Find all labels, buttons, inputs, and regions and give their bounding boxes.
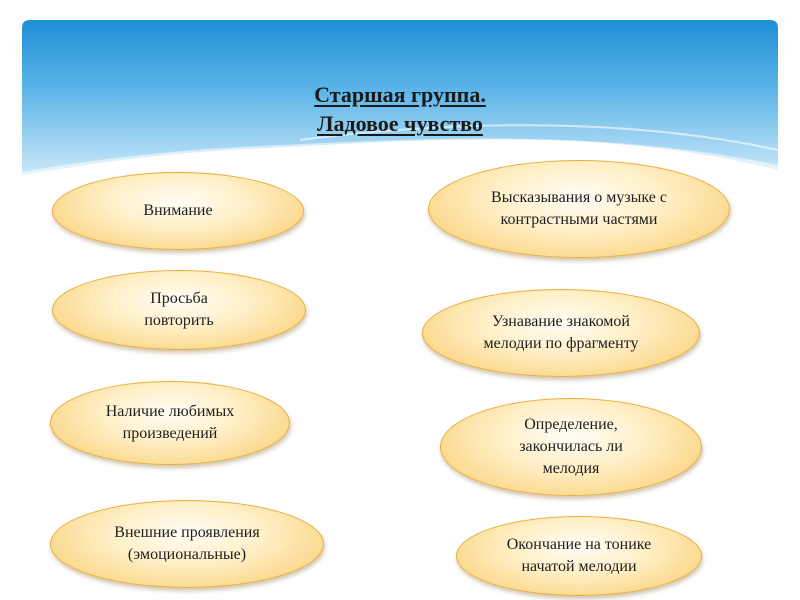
oval-label: Окончание на тонике начатой мелодии: [506, 536, 652, 575]
oval-label: Просьба повторить: [144, 290, 214, 329]
oval-external-manifestations: [50, 500, 324, 588]
title-line-2: Ладовое чувство: [317, 111, 483, 136]
oval-label: Наличие любимых произведений: [105, 403, 235, 442]
oval-request-repeat: [52, 270, 306, 350]
oval-label: Узнавание знакомой мелодии по фрагменту: [483, 313, 639, 352]
oval-tonic-ending: [456, 516, 702, 596]
oval-recognize-melody: [422, 289, 700, 377]
oval-attention: [52, 172, 304, 250]
oval-label: Внешние проявления (эмоциональные): [114, 524, 260, 563]
title-line-1: Старшая группа.: [314, 82, 486, 107]
oval-label: Внимание: [143, 202, 213, 219]
oval-label: Определение, закончилась ли мелодия: [519, 416, 623, 477]
page-title: [200, 80, 600, 138]
oval-melody-ended: [440, 398, 702, 496]
oval-label: Высказывания о музыке с контрастными частями: [491, 189, 667, 228]
oval-statements-about-music: [428, 160, 730, 258]
oval-favorite-works: [50, 381, 290, 465]
